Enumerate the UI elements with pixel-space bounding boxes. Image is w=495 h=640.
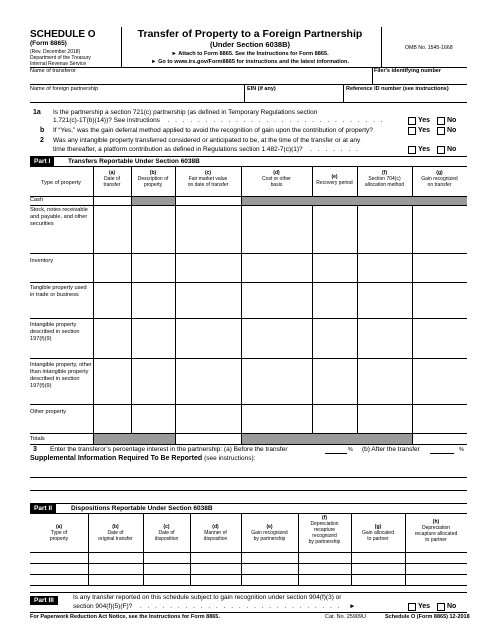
row-intangible-197: Intangible property described in section 197(f)(9)	[30, 322, 80, 342]
irs-line: Internal Revenue Service	[30, 61, 87, 67]
part2-col-header-b: (b) Date of original transfer	[98, 524, 133, 542]
part2-col-header-d: (d) Manner of disposition	[203, 524, 228, 542]
row-cash: Cash	[30, 197, 44, 203]
form-subtitle: (Under Section 6038B)	[209, 40, 291, 49]
part1-type-header: Type of property	[41, 180, 81, 186]
form-title: Transfer of Property to a Foreign Partnership	[137, 28, 363, 40]
q2-text-line2: time thereafter, a platform contribution as defined in Regulations section 1.482-7(c)(1)? . . . . . . .	[53, 146, 360, 153]
part2-col-header-h: (h) Depreciation recapture allocated to partner	[414, 519, 458, 543]
supplemental-heading: Supplemental Information Required To Be Reported (see instructions):	[30, 455, 256, 462]
ein-field[interactable]	[247, 86, 343, 102]
part2-col-header-g: (g) Gain allocated to partner	[362, 524, 394, 542]
q2-number: 2	[40, 137, 44, 144]
row-intangible-other: Intangible property, other than intangible property described in section 197(f)(9)	[30, 362, 92, 389]
after-transfer-label: (b) After the transfer	[362, 446, 420, 453]
part1-col-header-f: (f) Section 704(c) allocation method	[364, 170, 405, 188]
website-note: ► Go to www.irs.gov/Form8865 for instructions and the latest information.	[150, 59, 350, 65]
part1-col-header-d: (d) Cost or other basis	[262, 170, 291, 188]
q1b-no-label: No	[447, 127, 457, 134]
attach-note: ► Attach to Form 8865. See the Instructions for Form 8865.	[171, 51, 329, 57]
after-pct-sign: %	[459, 447, 464, 453]
ein-label: EIN (if any)	[247, 86, 276, 92]
part3-text-line2: section 904(f)(5)(F)? . . . . . . . . . . . . . . . . . . . . . . . . . . . ►	[73, 603, 358, 610]
part3-yes-checkbox[interactable]	[408, 603, 416, 611]
schedule-label: SCHEDULE O	[30, 29, 96, 40]
row-other-property: Other property	[30, 409, 67, 415]
q1b-yes-label: Yes	[418, 127, 431, 134]
transferor-name-field[interactable]	[30, 68, 372, 84]
part2-col-header-f: (f) Depreciation recapture recognized by partnership	[308, 515, 341, 545]
q1a-text-line2: 1.721(c)-1T(b)(14))? See instructions . . . . . . . . . . . . . . . . . . . . . . . . . . . . .	[53, 117, 385, 124]
q2-yes-label: Yes	[418, 146, 431, 153]
part2-title: Dispositions Reportable Under Section 6038B	[71, 505, 213, 512]
q2-yes-checkbox[interactable]	[408, 146, 416, 154]
q2-no-checkbox[interactable]	[437, 146, 445, 154]
part1-title: Transfers Reportable Under Section 6038B	[68, 158, 200, 165]
row-inventory: Inventory	[30, 258, 54, 264]
reference-id-label: Reference ID number (see instructions)	[346, 86, 449, 92]
q1b-number: b	[40, 127, 45, 134]
q1b-no-checkbox[interactable]	[437, 127, 445, 135]
department-line: Department of the Treasury	[30, 55, 91, 61]
after-transfer-input[interactable]	[430, 446, 454, 454]
form-ref: (Form 8865)	[30, 40, 67, 47]
q1b-yes-checkbox[interactable]	[408, 127, 416, 135]
part3-no-checkbox[interactable]	[437, 603, 445, 611]
q1a-number: 1a	[33, 109, 41, 116]
footer-form-id: Schedule O (Form 8865) 12-2018	[385, 614, 470, 620]
footer-cat-number: Cat. No. 25909U	[325, 614, 366, 620]
q1a-text-line1: Is the partnership a section 721(c) partnership (as defined in Temporary Regulations section	[53, 109, 318, 116]
part1-col-header-e: (e) Recovery period	[316, 174, 353, 186]
row-stock-notes: Stock, notes receivable and payable, and other securities	[30, 207, 88, 227]
part3-no-label: No	[447, 603, 457, 610]
part1-col-header-c: (c) Fair market value on date of transfer	[187, 170, 229, 188]
filer-id-label: Filer's identifying number	[374, 68, 442, 74]
before-pct-sign: %	[348, 447, 353, 453]
part2-col-header-e: (e) Gain recognized by partnership	[251, 524, 288, 542]
filer-id-field[interactable]	[374, 68, 467, 84]
row-tangible-property: Tangible property used in trade or business	[30, 285, 87, 298]
part3-text-line1: Is any transfer reported on this schedule subject to gain recognition under section 904(f)(3) or	[73, 594, 342, 601]
q1a-no-checkbox[interactable]	[437, 117, 445, 125]
part1-col-header-a: (a) Date of transfer	[103, 170, 121, 188]
q2-text-line1: Was any intangible property transferred considered or anticipated to be, at the time of the transfer or at any	[53, 137, 361, 144]
revision-date: (Rev. December 2018)	[30, 49, 81, 55]
part1-label: Part I	[30, 157, 54, 166]
transferor-name-label: Name of transferor	[30, 68, 76, 74]
part3-yes-label: Yes	[418, 603, 431, 610]
line3-text: Enter the transferor’s percentage interest in the partnership: (a) Before the transfer	[50, 446, 288, 453]
q1a-yes-label: Yes	[418, 117, 431, 124]
part2-label: Part II	[30, 504, 56, 513]
row-totals: Totals	[30, 436, 45, 442]
part1-col-header-b: (b) Description of property	[137, 170, 169, 188]
partnership-name-label: Name of foreign partnership	[30, 86, 99, 92]
part2-col-header-a: (a) Type of property	[49, 524, 69, 542]
reference-id-field[interactable]	[346, 86, 467, 102]
supplemental-input[interactable]	[30, 465, 467, 502]
omb-number: OMB No. 1545-1668	[405, 45, 453, 51]
part2-col-header-c: (c) Date of disposition	[154, 524, 179, 542]
q2-no-label: No	[447, 146, 457, 153]
partnership-name-field[interactable]	[30, 86, 243, 102]
q1b-text: If “Yes,” was the gain deferral method applied to avoid the recognition of gain upon the contribution of property?	[53, 127, 373, 134]
part1-col-header-g: (g) Gain recognized on transfer	[421, 170, 458, 188]
line3-number: 3	[33, 446, 37, 453]
footer-paperwork-notice: For Paperwork Reduction Act Notice, see the Instructions for Form 8865.	[30, 614, 220, 620]
part3-label: Part III	[30, 596, 58, 605]
before-transfer-input[interactable]	[325, 446, 347, 454]
q1a-no-label: No	[447, 117, 457, 124]
q1a-yes-checkbox[interactable]	[408, 117, 416, 125]
